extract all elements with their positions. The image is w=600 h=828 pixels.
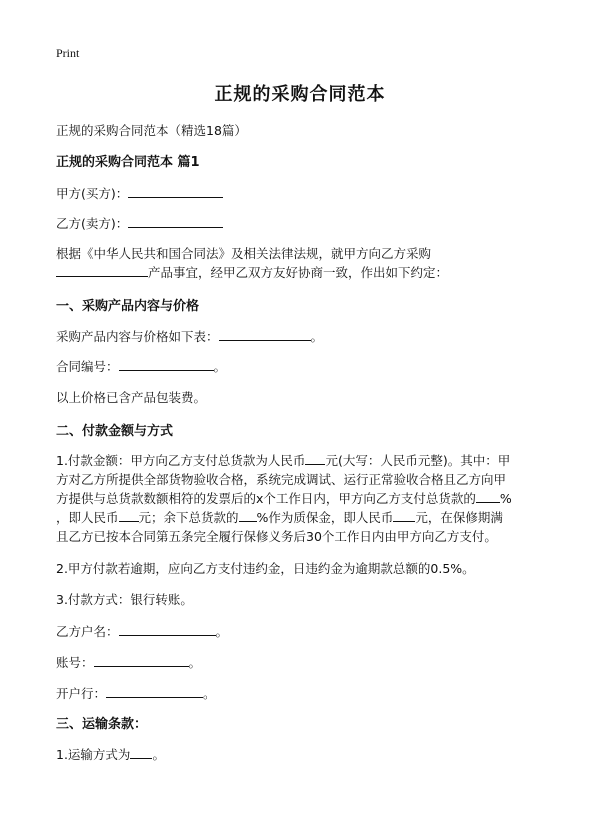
section-3-heading: 三、运输条款： xyxy=(56,717,148,732)
percent-blank-1 xyxy=(476,489,500,503)
seller-label: 乙方(卖方)： xyxy=(56,216,129,232)
buyer-blank xyxy=(128,184,223,198)
s1-line-3: 以上价格已含产品包装费。 xyxy=(56,390,207,405)
contract-number-label: 合同编号： xyxy=(56,359,119,375)
account-name-blank xyxy=(119,622,216,636)
buyer-label: 甲方(买方)： xyxy=(56,186,129,202)
section-2-heading: 二、付款金额与方式 xyxy=(56,424,174,439)
bank-blank xyxy=(106,684,203,698)
percent-blank-2 xyxy=(239,508,257,522)
s2-p1-l3a: 方提供与总货款数额相符的发票后的x个工作日内，甲方向乙方支付总货款的 xyxy=(56,491,476,507)
s2-p3: 3.付款方式：银行转账。 xyxy=(56,592,193,607)
product-blank xyxy=(56,263,148,277)
account-name-label: 乙方户名： xyxy=(56,624,119,640)
document-subtitle: 正规的采购合同范本（精选18篇） xyxy=(56,123,247,138)
s1-line-1-end: 。 xyxy=(310,329,324,345)
s2-p1-line-2: 方对乙方所提供全部货物验收合格，系统完成调试、运行正常验收合格且乙方向甲 xyxy=(56,472,507,487)
bank-end: 。 xyxy=(203,686,216,702)
s2-p1-l4a: ，即人民币 xyxy=(56,510,119,526)
transport-blank xyxy=(130,745,152,759)
total-amount-blank xyxy=(305,451,325,465)
buyer-line xyxy=(56,184,223,202)
s3-p1 xyxy=(56,745,165,763)
contract-number-blank xyxy=(119,357,214,371)
document-title: 正规的采购合同范本 xyxy=(214,84,386,105)
seller-line xyxy=(56,214,223,232)
bank-line xyxy=(56,684,216,702)
s1-line-1-label: 采购产品内容与价格如下表： xyxy=(56,329,219,345)
s2-p1-l4c: %作为质保金，即人民币 xyxy=(256,510,394,526)
intro-line-2 xyxy=(56,263,448,281)
account-name-line xyxy=(56,622,228,640)
contract-number-end: 。 xyxy=(213,359,227,375)
bank-label: 开户行： xyxy=(56,686,107,702)
s2-p1-l3b: % xyxy=(499,491,512,507)
s1-line-1 xyxy=(56,327,323,345)
part-heading: 正规的采购合同范本 篇1 xyxy=(56,155,200,170)
s1-line-1-blank xyxy=(219,327,311,341)
account-number-label: 账号： xyxy=(56,655,94,671)
s2-p1-l1b: 元(大写：人民币元整)。其中：甲 xyxy=(325,453,511,469)
s3-p1b: 。 xyxy=(152,747,165,763)
s2-p1-l4b: 元；余下总货款的 xyxy=(138,510,239,526)
s2-p1-line-1 xyxy=(56,451,510,469)
s3-p1a: 1.运输方式为 xyxy=(56,747,131,763)
contract-number-line xyxy=(56,357,226,375)
print-link[interactable]: Print xyxy=(56,46,80,60)
section-1-heading: 一、采购产品内容与价格 xyxy=(56,299,200,314)
intro-line-1: 根据《中华人民共和国合同法》及相关法律法规，就甲方向乙方采购 xyxy=(56,246,432,261)
rmb-blank-1 xyxy=(119,508,139,522)
account-number-end: 。 xyxy=(188,655,202,671)
rmb-blank-2 xyxy=(393,508,415,522)
s2-p1-line-5: 且乙方已按本合同第五条完全履行保修义务后30个工作日内由甲方向乙方支付。 xyxy=(56,529,497,544)
s2-p2: 2.甲方付款若逾期，应向乙方支付违约金，日违约金为逾期款总额的0.5%。 xyxy=(56,561,475,576)
account-name-end: 。 xyxy=(215,624,229,640)
account-number-line xyxy=(56,653,201,671)
s2-p1-line-4 xyxy=(56,508,503,526)
seller-blank xyxy=(128,214,223,228)
s2-p1-l4d: 元，在保修期满 xyxy=(415,510,503,526)
intro-line-2-text: 产品事宜，经甲乙双方友好协商一致，作出如下约定： xyxy=(148,265,449,281)
s2-p1-l1a: 1.付款金额：甲方向乙方支付总货款为人民币 xyxy=(56,453,306,469)
account-number-blank xyxy=(94,653,189,667)
s2-p1-line-3 xyxy=(56,489,512,507)
